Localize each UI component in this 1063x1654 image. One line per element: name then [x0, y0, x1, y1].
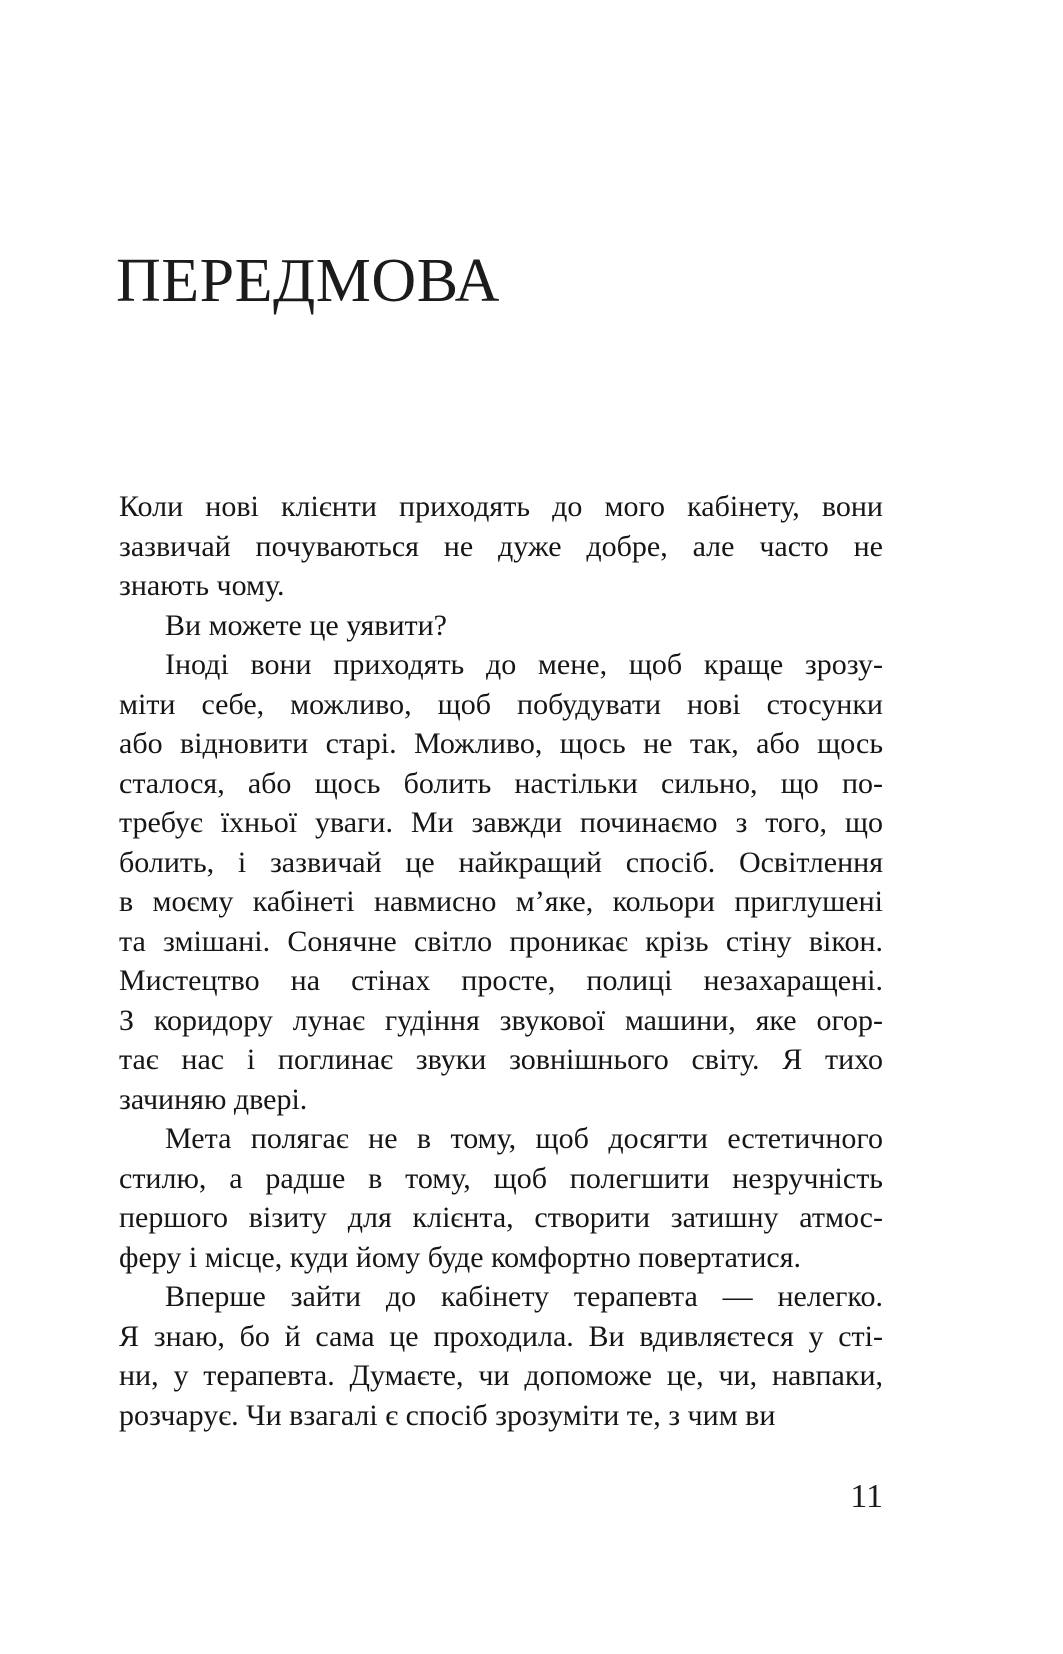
text-line: тає нас і поглинає звуки зовнішнього світу. Я тихо — [119, 1043, 883, 1076]
text-line: Мета полягає не в тому, щоб досягти естетичного — [165, 1122, 883, 1155]
text-line: та змішані. Сонячне світло проникає крізь стіну вікон. — [119, 924, 883, 958]
text-line: Коли нові клієнти приходять до мого кабінету, вони — [119, 490, 883, 523]
text-line: міти себе, можливо, щоб побудувати нові стосунки — [119, 687, 883, 721]
paragraph — [119, 1277, 883, 1435]
text-line: ни, у терапевта. Думаєте, чи допоможе це, чи, навпаки, — [119, 1359, 883, 1392]
paragraph — [119, 487, 883, 606]
paragraph — [119, 1119, 883, 1277]
text-line: требує їхньої уваги. Ми завжди починаємо з того, що — [119, 806, 883, 839]
text-line: знають чому. — [119, 569, 285, 602]
text-line: зазвичай почуваються не дуже добре, але часто не — [119, 529, 883, 563]
text-line: Іноді вони приходять до мене, щоб краще зрозу- — [165, 648, 883, 681]
text-line: феру і місце, куди йому буде комфортно повертатися. — [119, 1240, 801, 1274]
text-line: З коридору лунає гудіння звукової машини, яке огор- — [119, 1003, 883, 1037]
paragraph — [119, 606, 883, 646]
text-line: розчарує. Чи взагалі є спосіб зрозуміти те, з чим ви — [119, 1398, 776, 1432]
text-line: Я знаю, бо й сама це проходила. Ви вдивляєтеся у сті- — [119, 1319, 883, 1353]
chapter-title: ПЕРЕДМОВА — [116, 247, 500, 315]
text-line: Ви можете це уявити? — [165, 608, 447, 642]
text-line: болить, і зазвичай це найкращий спосіб. Освітлення — [119, 845, 883, 879]
text-line: першого візиту для клієнта, створити затишну атмос- — [119, 1201, 883, 1234]
text-line: сталося, або щось болить настільки сильно, що по- — [119, 766, 883, 800]
text-line: Вперше зайти до кабінету терапевта — нелегко. — [165, 1280, 883, 1313]
text-line: зачиняю двері. — [119, 1082, 308, 1116]
paragraph — [119, 645, 883, 1119]
text-line: або відновити старі. Можливо, щось не так, або щось — [119, 727, 883, 760]
text-line: в моєму кабінеті навмисно м’яке, кольори приглушені — [119, 885, 883, 918]
page-number: 11 — [850, 1478, 883, 1515]
text-line: Мистецтво на стінах просте, полиці незахаращені. — [119, 964, 883, 997]
text-line: стилю, а радше в тому, щоб полегшити незручність — [119, 1161, 883, 1195]
body-text — [119, 487, 883, 1435]
